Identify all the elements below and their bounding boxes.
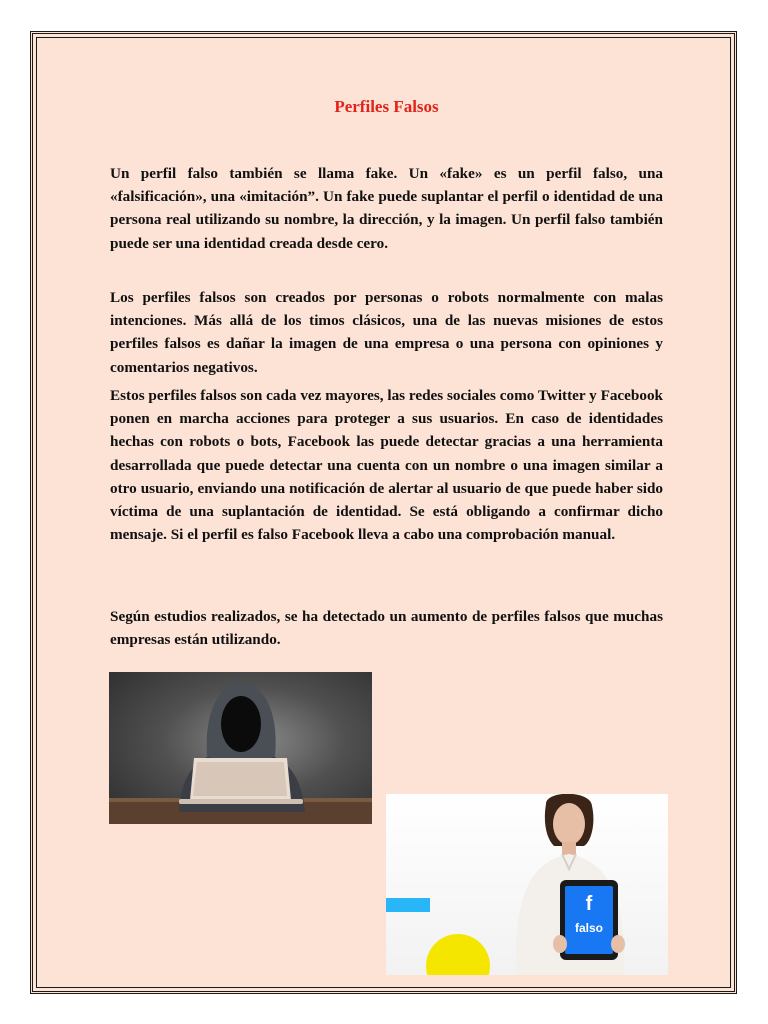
- page-title: Perfiles Falsos: [334, 97, 439, 116]
- paragraph-4: Según estudios realizados, se ha detectado un aumento de perfiles falsos que muchas empresas están utilizando.: [110, 608, 663, 649]
- hooded-hacker-laptop-icon: [109, 672, 372, 824]
- paragraph-2: Los perfiles falsos son creados por personas o robots normalmente con malas intenciones. Más allá de los timos clásicos, una de las nuevas misiones de estos perfiles falsos es dañar la imagen de una empresa o una persona con opiniones y comentarios negativos.: [110, 289, 663, 376]
- tablet-text: falso: [574, 921, 604, 935]
- cyan-bar-shape: [386, 898, 430, 912]
- woman-holding-tablet-icon: [386, 794, 668, 975]
- document-page: [30, 31, 737, 994]
- hacker-photo: [109, 672, 372, 824]
- yellow-circle-shape: [426, 934, 490, 975]
- tablet-logo: f: [585, 893, 593, 915]
- paragraph-3: Estos perfiles falsos son cada vez mayores, las redes sociales como Twitter y Facebook ponen en marcha acciones para proteger a sus usuarios. En caso de identidades hechas con robots o bots, Facebook las puede detectar gracias a una herramienta desarrollada que puede detectar una cuenta con un nombre o una imagen similar a otro usuario, enviando una notificación de alertar al usuario de que puede haber sido víctima de una suplantación de identidad. Se está obligando a confirmar dicho mensaje. Si el perfil es falso Facebook lleva a cabo una comprobación manual.: [110, 387, 663, 544]
- paragraph-1: Un perfil falso también se llama fake. Un «fake» es un perfil falso, una «falsificación», una «imitación”. Un fake puede suplantar el perfil o identidad de una persona real utilizando su nombre, la dirección, y la imagen. Un perfil falso también puede ser una identidad creada desde cero.: [110, 165, 663, 252]
- woman-tablet-photo: [386, 794, 668, 975]
